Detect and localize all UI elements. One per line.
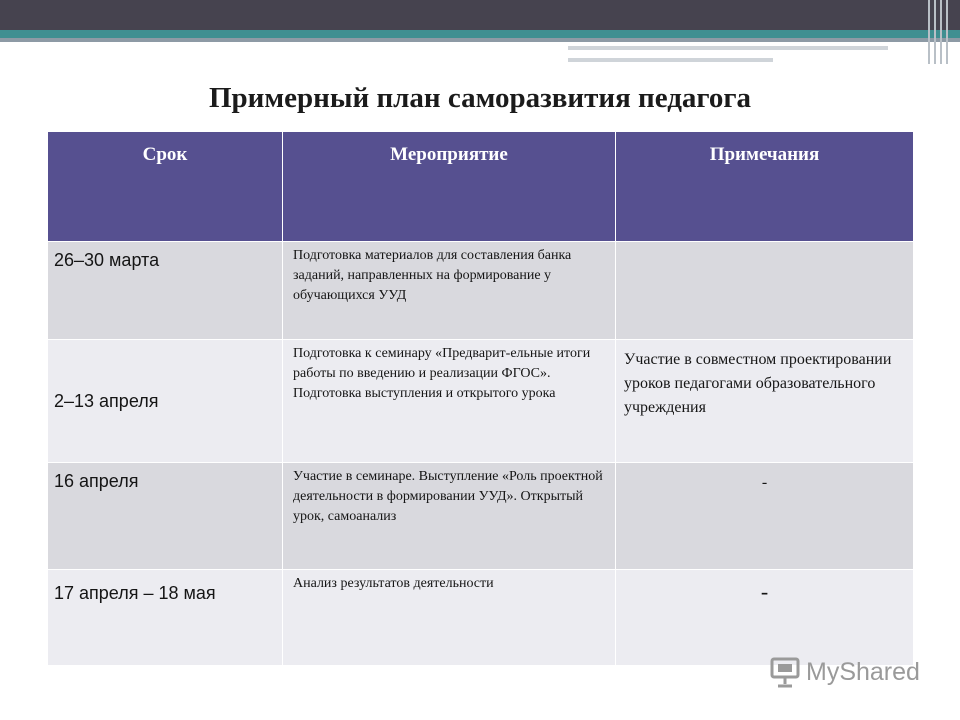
cell-event: Участие в семинаре. Выступление «Роль проектной деятельности в формировании УУД». Открытый урок, самоанализ [283,463,616,570]
decor-line-1 [568,46,888,50]
cell-date: 16 апреля [48,463,283,570]
decor-vertical-lines [928,0,948,64]
cell-event: Подготовка материалов для составления банка заданий, направленных на формирование у обучающихся УУД [283,242,616,340]
cell-date: 17 апреля – 18 мая [48,570,283,666]
cell-event: Подготовка к семинару «Предварит-ельные итоги работы по введению и реализации ФГОС». Подготовка выступления и открытого урока [283,340,616,463]
top-band-dark [0,0,960,30]
myshared-logo [768,656,920,692]
cell-event: Анализ результатов деятельности [283,570,616,666]
decor-line-2 [568,58,773,62]
table-header-row [48,132,914,242]
table-row [48,242,914,340]
table-row [48,340,914,463]
header-cell-term: Срок [48,132,283,242]
top-band-grey [0,38,960,42]
logo-text: MyShared [806,657,920,686]
cell-note [616,242,914,340]
cell-note: - [616,570,914,666]
header-cell-notes: Примечания [616,132,914,242]
table-row [48,570,914,666]
cell-note: Участие в совместном проектировании уроков педагогами образовательного учреждения [616,340,914,463]
top-band-teal [0,30,960,38]
cell-date: 26–30 марта [48,242,283,340]
cell-date: 2–13 апреля [48,340,283,463]
page-title: Примерный план саморазвития педагога [208,82,752,114]
presentation-icon [768,656,802,688]
table-row [48,463,914,570]
header-cell-event: Мероприятие [283,132,616,242]
plan-table [47,131,914,666]
cell-note: - [616,463,914,570]
